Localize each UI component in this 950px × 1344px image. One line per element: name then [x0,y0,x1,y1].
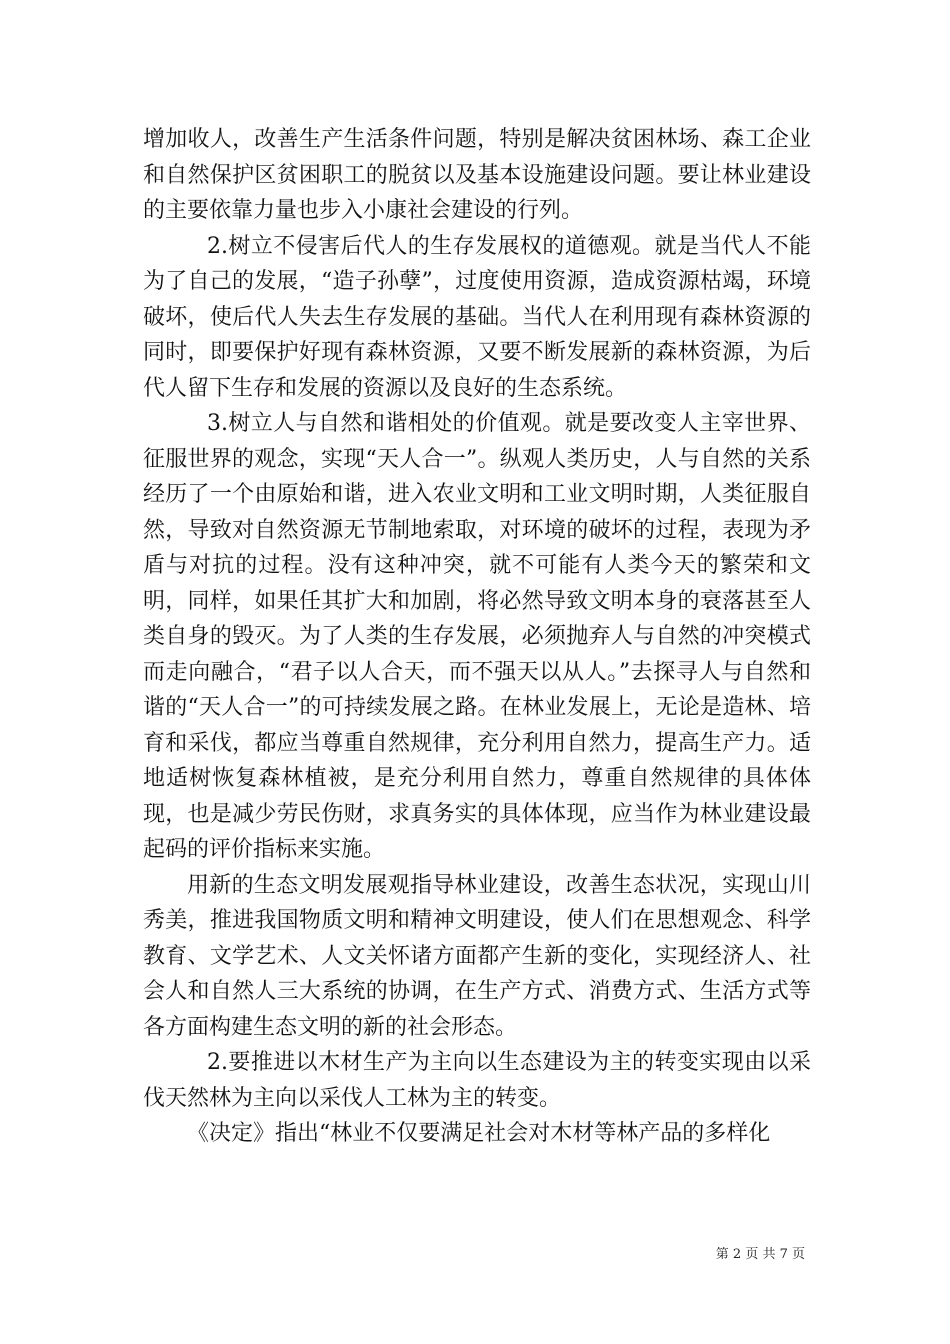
paragraph-1: 增加收人，改善生产生活条件问题，特别是解决贫困林场、森工企业和自然保护区贫困职工的脱贫以及基本设施建设问题。要让林业建设的主要依靠力量也步入小康社会建设的行列。 [143,127,811,223]
paragraph-6: 《决定》指出“林业不仅要满足社会对木材等林产品的多样化 [187,1121,771,1146]
paragraph-5: 2.要推进以木材生产为主向以生态建设为主的转变实现由以采伐天然林为主向以采伐人工林为主的转变。 [143,1050,811,1111]
paragraph-3: 3.树立人与自然和谐相处的价值观。就是要改变人主宰世界、征服世界的观念，实现“天人合一”。纵观人类历史，人与自然的关系经历了一个由原始和谐，进入农业文明和工业文明时期，人类征服自然，导致对自然资源无节制地索取，对环境的破坏的过程，表现为矛盾与对抗的过程。没有这种冲突，就不可能有人类今天的繁荣和文明，同样，如果任其扩大和加剧，将必然导致文明本身的衰落甚至人类自身的毁灭。为了人类的生存发展，必须抛弃人与自然的冲突模式而走向融合，“君子以人合天，而不强天以从人。”去探寻人与自然和谐的“天人合一”的可持续发展之路。在林业发展上，无论是造林、培育和采伐，都应当尊重自然规律，充分利用自然力，提高生产力。适地适树恢复森林植被，是充分利用自然力，尊重自然规律的具体体现，也是减少劳民伤财，求真务实的具体体现，应当作为林业建设最起码的评价指标来实施。 [143,411,811,862]
paragraph-4: 用新的生态文明发展观指导林业建设，改善生态状况，实现山川秀美，推进我国物质文明和精神文明建设，使人们在思想观念、科学教育、文学艺术、人文关怀诸方面都产生新的变化，实现经济人、社会人和自然人三大系统的协调，在生产方式、消费方式、生活方式等各方面构建生态文明的新的社会形态。 [143,872,811,1040]
document-body [143,122,811,1152]
paragraph-2: 2.树立不侵害后代人的生存发展权的道德观。就是当代人不能为了自己的发展，“造子孙孽”，过度使用资源，造成资源枯竭，环境破坏，使后代人失去生存发展的基础。当代人在利用现有森林资源的同时，即要保护好现有森林资源，又要不断发展新的森林资源，为后代人留下生存和发展的资源以及良好的生态系统。 [143,233,811,401]
page-number-footer: 第 2 页 共 7 页 [715,1247,805,1262]
